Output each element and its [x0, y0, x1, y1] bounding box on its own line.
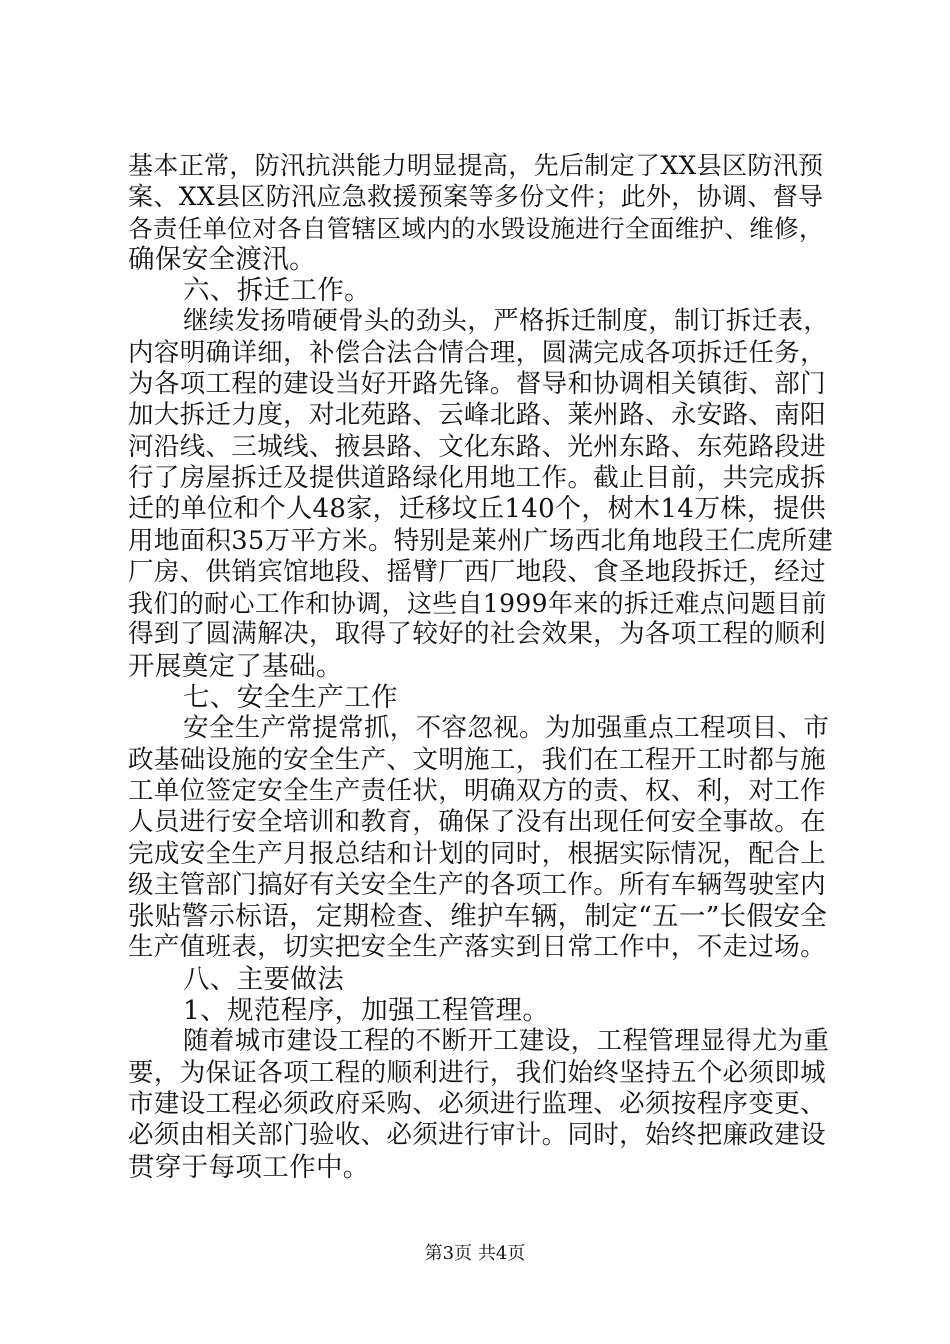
text-line: 工单位签定安全生产责任状，明确双方的责、权、利，对工作 — [128, 775, 826, 806]
text-line: 级主管部门搞好有关安全生产的各项工作。所有车辆驾驶室内 — [128, 869, 826, 900]
page-footer: 第3页 共4页 — [424, 1243, 526, 1264]
text-line: 案、XX县区防汛应急救援预案等多份文件；此外，协调、督导 — [128, 182, 824, 212]
text-line: 得到了圆满解决，取得了较好的社会效果，为各项工程的顺利 — [128, 619, 826, 650]
text-line: 1、规范程序，加强工程管理。 — [183, 995, 550, 1027]
text-line: 生产值班表，切实把安全生产落实到日常工作中，不走过场。 — [128, 932, 826, 963]
text-line: 七、安全生产工作 — [183, 682, 398, 714]
text-line: 用地面积35万平方米。特别是莱州广场西北角地段王仁虎所建 — [128, 525, 834, 556]
text-line: 完成安全生产月报总结和计划的同时，根据实际情况，配合上 — [128, 838, 826, 869]
text-line: 厂房、供销宾馆地段、摇臂厂西厂地段、食圣地段拆迁，经过 — [128, 556, 826, 587]
text-line: 继续发扬啃硬骨头的劲头，严格拆迁制度，制订拆迁表， — [183, 306, 830, 337]
text-line: 必须由相关部门验收、必须进行审计。同时，始终把廉政建设 — [128, 1120, 826, 1151]
text-line: 八、主要做法 — [183, 963, 345, 995]
text-line: 随着城市建设工程的不断开工建设，工程管理显得尤为重 — [183, 1026, 830, 1057]
text-line: 人员进行安全培训和教育，确保了没有出现任何安全事故。在 — [128, 807, 826, 838]
text-line: 行了房屋拆迁及提供道路绿化用地工作。截止目前，共完成拆 — [128, 462, 826, 493]
text-line: 市建设工程必须政府采购、必须进行监理、必须按程序变更、 — [128, 1088, 826, 1119]
text-line: 各责任单位对各自管辖区域内的水毁设施进行全面维护、维修， — [128, 213, 824, 243]
text-line: 开展奠定了基础。 — [128, 650, 343, 682]
text-line: 安全生产常提常抓，不容忽视。为加强重点工程项目、市 — [183, 713, 830, 744]
text-line: 要，为保证各项工程的顺利进行，我们始终坚持五个必须即城 — [128, 1057, 826, 1088]
text-line: 张贴警示标语，定期检查、维护车辆，制定“五一”长假安全 — [128, 901, 828, 933]
document-body — [128, 150, 833, 1183]
text-line: 政基础设施的安全生产、文明施工，我们在工程开工时都与施 — [128, 744, 826, 775]
text-line: 贯穿于每项工作中。 — [128, 1151, 370, 1183]
text-line: 确保安全渡汛。 — [128, 243, 316, 275]
text-line: 加大拆迁力度，对北苑路、云峰北路、莱州路、永安路、南阳 — [128, 400, 826, 431]
text-line: 迁的单位和个人48家，迁移坟丘140个，树木14万株，提供 — [128, 494, 826, 525]
text-line: 为各项工程的建设当好开路先锋。督导和协调相关镇街、部门 — [128, 369, 826, 400]
text-line: 我们的耐心工作和协调，这些自1999年来的拆迁难点问题目前 — [128, 589, 827, 619]
text-line: 河沿线、三城线、掖县路、文化东路、光州东路、东苑路段进 — [128, 431, 826, 462]
text-line: 基本正常，防汛抗洪能力明显提高，先后制定了XX县区防汛预 — [128, 151, 824, 180]
text-line: 内容明确详细，补偿合法合情合理，圆满完成各项拆迁任务， — [128, 337, 826, 368]
text-line: 六、拆迁工作。 — [183, 275, 371, 307]
